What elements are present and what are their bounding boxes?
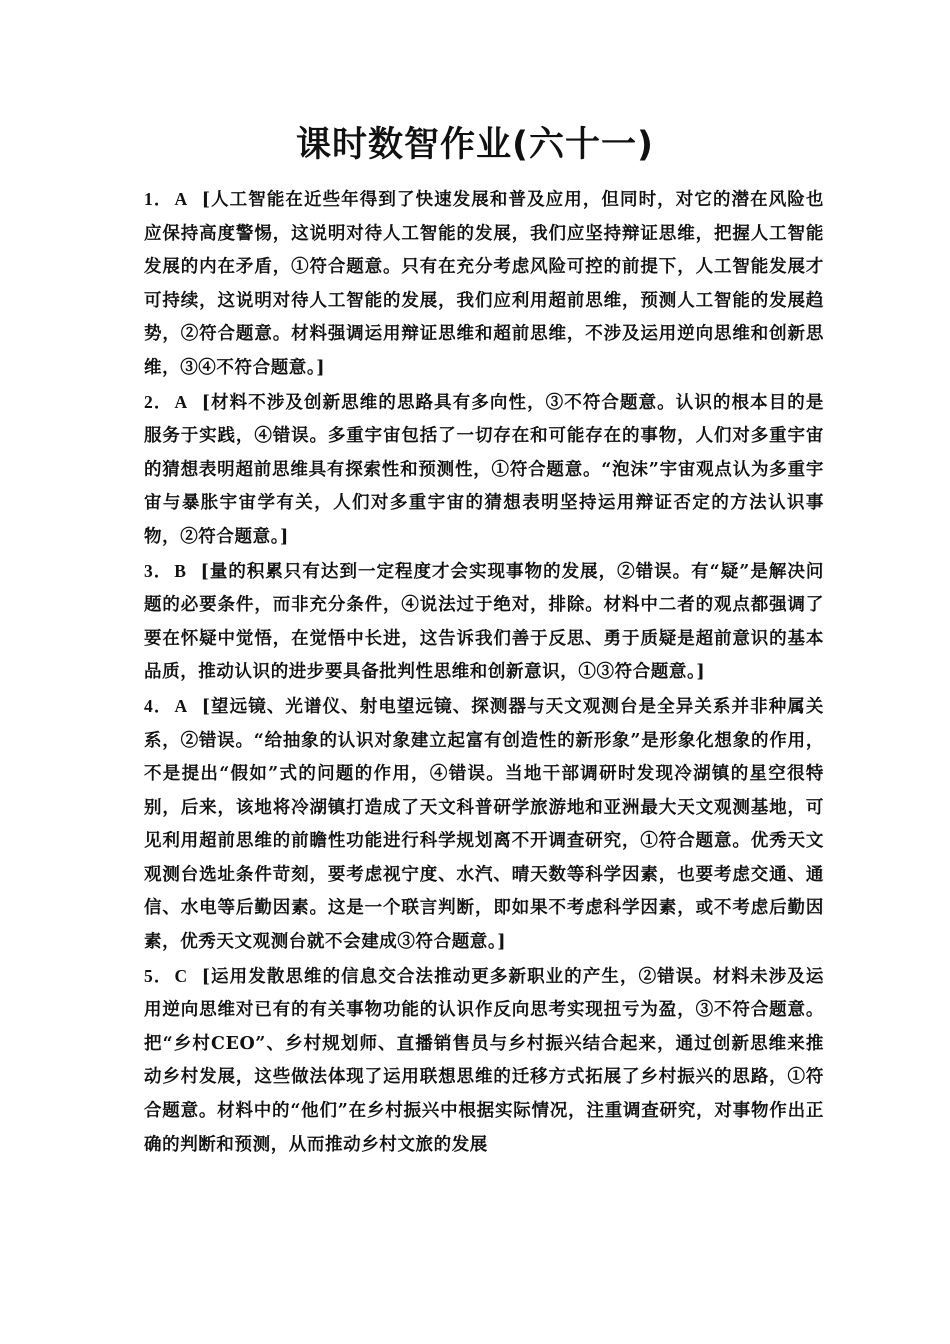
question-number: 3． — [144, 560, 173, 581]
answer-item-2 — [144, 386, 824, 555]
question-number: 5． — [144, 965, 173, 986]
question-number: 4． — [144, 695, 173, 716]
answer-explanation: [运用发散思维的信息交合法推动更多新职业的产生，②错误。材料未涉及运用逆向思维对已有的有关事物功能的认识作反向思考实现扭亏为盈，③不符合题意。把“乡村CEO”、乡村规划师、直播销售员与乡村振兴结合起来，通过创新思维来推动乡村发展，这些做法体现了运用联想思维的迁移方式拓展了乡村振兴的思路，①符合题意。材料中的“他们”在乡村振兴中根据实际情况，注重调查研究，对事物作出正确的判断和预测，从而推动乡村文旅的发展 — [144, 966, 824, 1155]
answer-explanation: [材料不涉及创新思维的思路具有多向性，③不符合题意。认识的根本目的是服务于实践，④错误。多重宇宙包括了一切存在和可能存在的事物，人们对多重宇宙的猜想表明超前思维具有探索性和预测性，①符合题意。“泡沫”宇宙观点认为多重宇宙与暴胀宇宙学有关，人们对多重宇宙的猜想表明坚持运用辩证否定的方法认识事物，②符合题意。] — [144, 392, 824, 547]
answer-explanation: [望远镜、光谱仪、射电望远镜、探测器与天文观测台是全异关系并非种属关系，②错误。“给抽象的认识对象建立起富有创造性的新形象”是形象化想象的作用，不是提出“假如”式的问题的作用，④错误。当地干部调研时发现冷湖镇的星空很特别，后来，该地将冷湖镇打造成了天文科普研学旅游地和亚洲最大天文观测基地，可见利用超前思维的前瞻性功能进行科学规划离不开调查研究，①符合题意。优秀天文观测台选址条件苛刻，要考虑视宁度、水汽、晴天数等科学因素，也要考虑交通、通信、水电等后勤因素。这是一个联言判断，即如果不考虑科学因素，或不考虑后勤因素，优秀天文观测台就不会建成③符合题意。] — [144, 696, 824, 953]
answer-choice: A — [174, 695, 188, 716]
answer-item-5 — [144, 960, 824, 1163]
question-number: 2． — [144, 391, 173, 412]
answer-item-3 — [144, 555, 824, 690]
page-title: 课时数智作业(六十一) — [296, 125, 654, 165]
answer-explanation: [量的积累只有达到一定程度才会实现事物的发展，②错误。有“疑”是解决问题的必要条件，而非充分条件，④说法过于绝对，排除。材料中二者的观点都强调了要在怀疑中觉悟，在觉悟中长进，这告诉我们善于反思、勇于质疑是超前意识的基本品质，推动认识的进步要具备批判性思维和创新意识，①③符合题意。] — [144, 561, 824, 683]
answer-choice: A — [174, 189, 188, 209]
answer-explanation: [人工智能在近些年得到了快速发展和普及应用，但同时，对它的潜在风险也应保持高度警惕，这说明对待人工智能的发展，我们应坚持辩证思维，把握人工智能发展的内在矛盾，①符合题意。只有在充分考虑风险可控的前提下，人工智能发展才可持续，这说明对待人工智能的发展，我们应利用超前思维，预测人工智能的发展趋势，②符合题意。材料强调运用辩证思维和超前思维，不涉及运用逆向思维和创新思维，③④不符合题意。] — [144, 190, 824, 378]
answer-choice: C — [174, 965, 188, 986]
answer-choice: A — [174, 391, 188, 412]
answer-item-4 — [144, 690, 824, 960]
answer-choice: B — [174, 560, 187, 581]
answer-list — [144, 183, 824, 1162]
question-number: 1． — [144, 189, 173, 209]
answer-item-1 — [144, 183, 824, 386]
